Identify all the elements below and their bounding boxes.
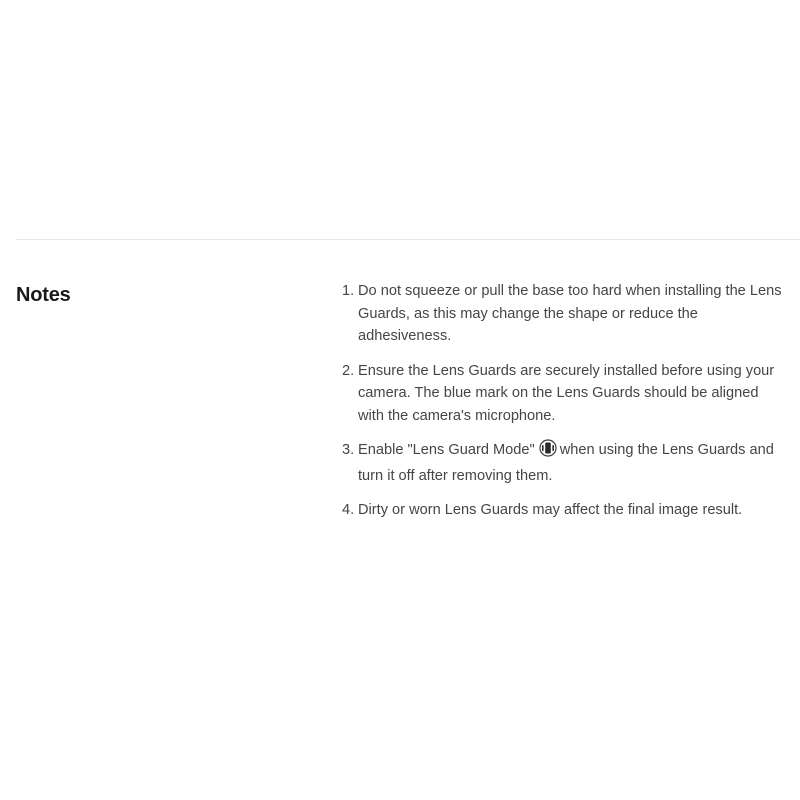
note-item-2 [342, 360, 782, 428]
note-text: Ensure the Lens Guards are securely installed before using your camera. The blue mark on the Lens Guards should be aligned with the camera's microphone. [358, 362, 775, 424]
note-number: 3. [342, 442, 355, 458]
note-text-after-icon: when using the Lens Guards and turn it off after removing them. [358, 442, 774, 484]
section-divider [16, 239, 800, 240]
note-item-1 [342, 280, 782, 348]
note-text-before-icon: Enable "Lens Guard Mode" [358, 442, 535, 458]
note-number: 1. [342, 283, 355, 299]
note-text: Do not squeeze or pull the base too hard when installing the Lens Guards, as this may change the shape or reduce the adhesiveness. [358, 283, 782, 344]
note-number: 2. [342, 362, 355, 379]
notes-list [342, 280, 782, 534]
note-text [358, 439, 782, 487]
note-item-4 [342, 499, 782, 522]
lens-guard-mode-icon [539, 439, 557, 465]
notes-heading: Notes [16, 284, 71, 306]
note-text: Dirty or worn Lens Guards may affect the final image result. [358, 502, 743, 518]
note-item-3 [342, 439, 782, 487]
note-number: 4. [342, 502, 355, 518]
